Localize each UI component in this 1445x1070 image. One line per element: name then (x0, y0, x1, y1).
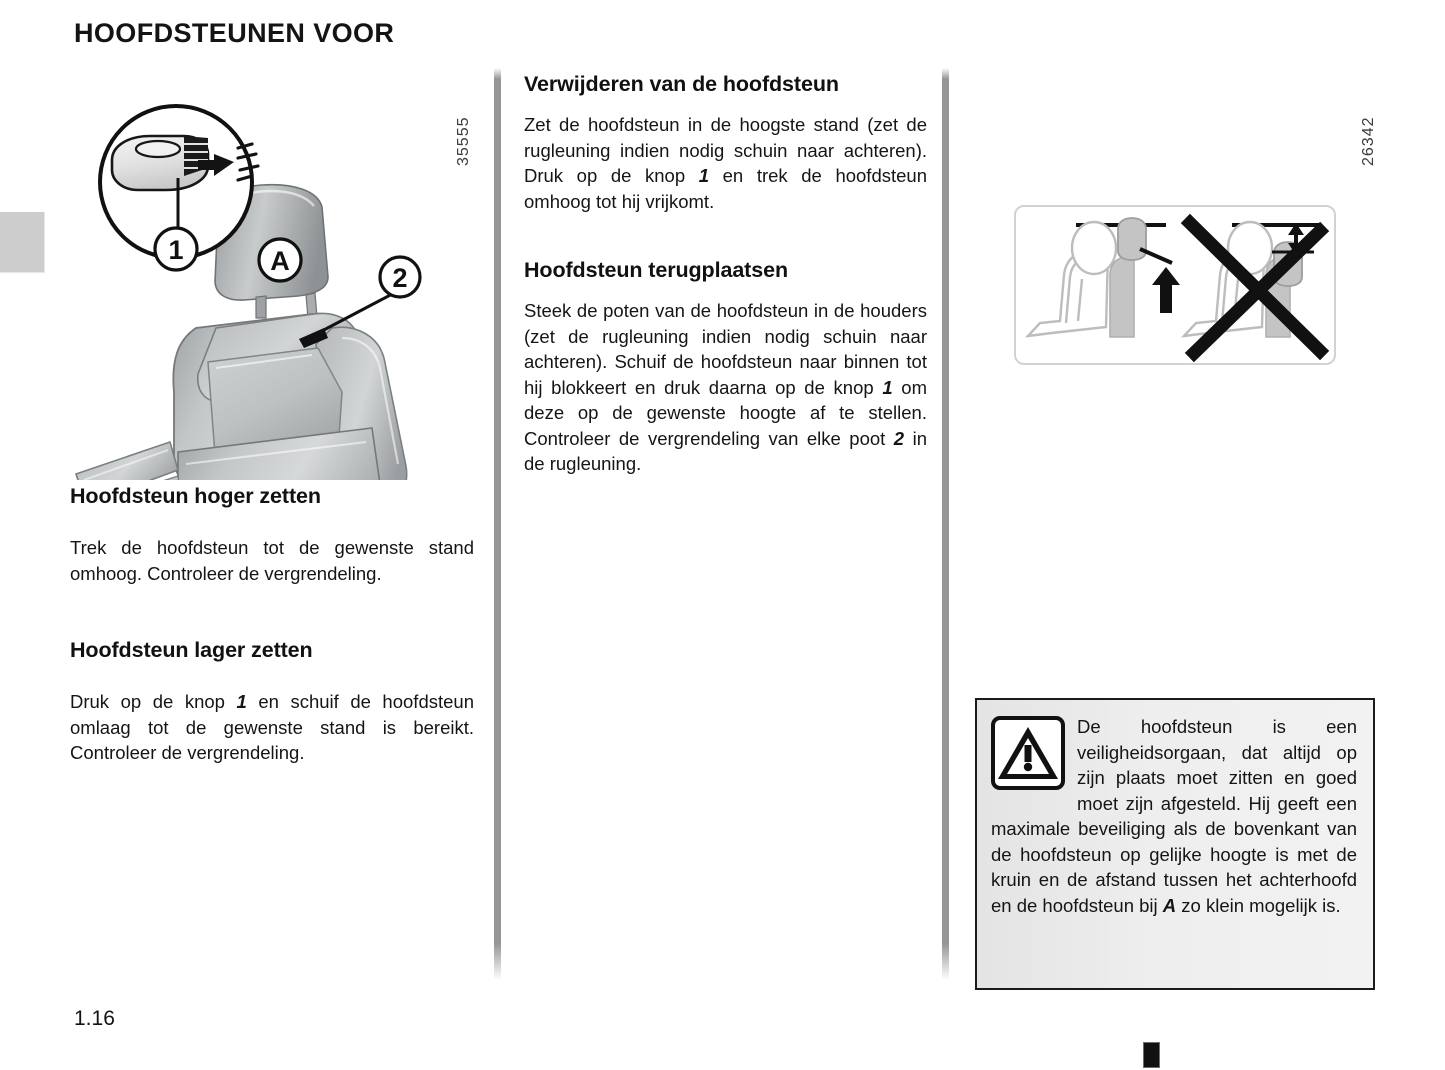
page-number: 1.16 (74, 1007, 115, 1030)
callout-1 (155, 228, 197, 270)
front-seat-illustration (66, 92, 478, 480)
warning-text-part-1: De hoofdsteun is een veiligheidsorgaan, dat altijd op zijn plaats moet zitten en goed moet zijn afgesteld. Hij geeft een maximale beveiliging als de bovenkant van de hoofdsteun op gelijke hoogte is met de kruin en de afstand tussen het achterhoofd en de hoofdsteun bij (991, 716, 1357, 916)
paragraph-lower-head-restraint (70, 689, 474, 766)
paragraph-text-part-1: Steek de poten van de hoofdsteun in de houders (zet de rugleuning indien nodig schuin naar achteren). Schuif de hoofdsteun naar binnen tot hij blokkeert en druk daarna op de knop (524, 300, 927, 398)
warning-text-part-2: zo klein mogelijk is. (1176, 894, 1341, 916)
callout-emphasis-2: 2 (893, 427, 905, 449)
paragraph-remove-head-restraint (524, 112, 927, 214)
svg-text:2: 2 (392, 263, 408, 293)
svg-text:A: A (270, 246, 290, 276)
paragraph-text-part-2: en trek de hoofdsteun omhoog tot hij vrijkomt. (524, 165, 927, 212)
chapter-bottom-marker (1143, 1042, 1160, 1068)
callout-emphasis-1: 1 (698, 165, 710, 186)
left-text-column (70, 484, 474, 766)
callout-emphasis-1: 1 (882, 376, 893, 398)
svg-text:1: 1 (168, 235, 184, 265)
paragraph-raise-head-restraint (70, 535, 474, 586)
heading-remove-head-restraint: Verwijderen van de hoofdsteun (524, 72, 839, 96)
column-divider-right (942, 68, 949, 980)
heading-refit-head-restraint: Hoofdsteun terugplaatsen (524, 258, 788, 282)
middle-text-column (524, 72, 927, 477)
heading-raise-head-restraint: Hoofdsteun hoger zetten (70, 484, 321, 508)
paragraph-text-part-1: Druk op de knop (70, 691, 237, 712)
figure-reference-number-seat: 35555 (455, 116, 472, 166)
paragraph-refit-head-restraint (524, 298, 927, 477)
callout-a (259, 239, 301, 281)
head-restraint-position-pictogram (1014, 205, 1336, 365)
safety-warning-box (975, 698, 1375, 990)
figure-reference-number-restraint: 26342 (1360, 116, 1377, 166)
paragraph-text-part-1: Zet de hoofdsteun in de hoogste stand (zet de rugleuning indien nodig schuin naar achteren). Druk op de knop (524, 114, 927, 186)
page-title: HOOFDSTEUNEN VOOR (74, 18, 395, 48)
paragraph-text-part-2: en schuif de hoofdsteun omlaag tot de gewenste stand is bereikt. Controleer de vergrendeling. (70, 691, 474, 763)
paragraph-text-part-2: om deze op de gewenste hoogte af te stellen. Controleer de vergrendeling van elke poot (524, 376, 928, 449)
heading-lower-head-restraint: Hoofdsteun lager zetten (70, 638, 313, 662)
column-divider-left (494, 68, 501, 980)
paragraph-text-part-3: in de rugleuning. (524, 427, 927, 474)
warning-triangle-icon (991, 716, 1065, 790)
warning-emphasis-a: A (1162, 894, 1177, 916)
callout-2 (380, 257, 420, 297)
paragraph-text: Trek de hoofdsteun tot de gewenste stand omhoog. Controleer de vergrendeling. (70, 537, 474, 584)
chapter-edge-tab (0, 212, 45, 273)
callout-emphasis-1: 1 (236, 691, 247, 712)
